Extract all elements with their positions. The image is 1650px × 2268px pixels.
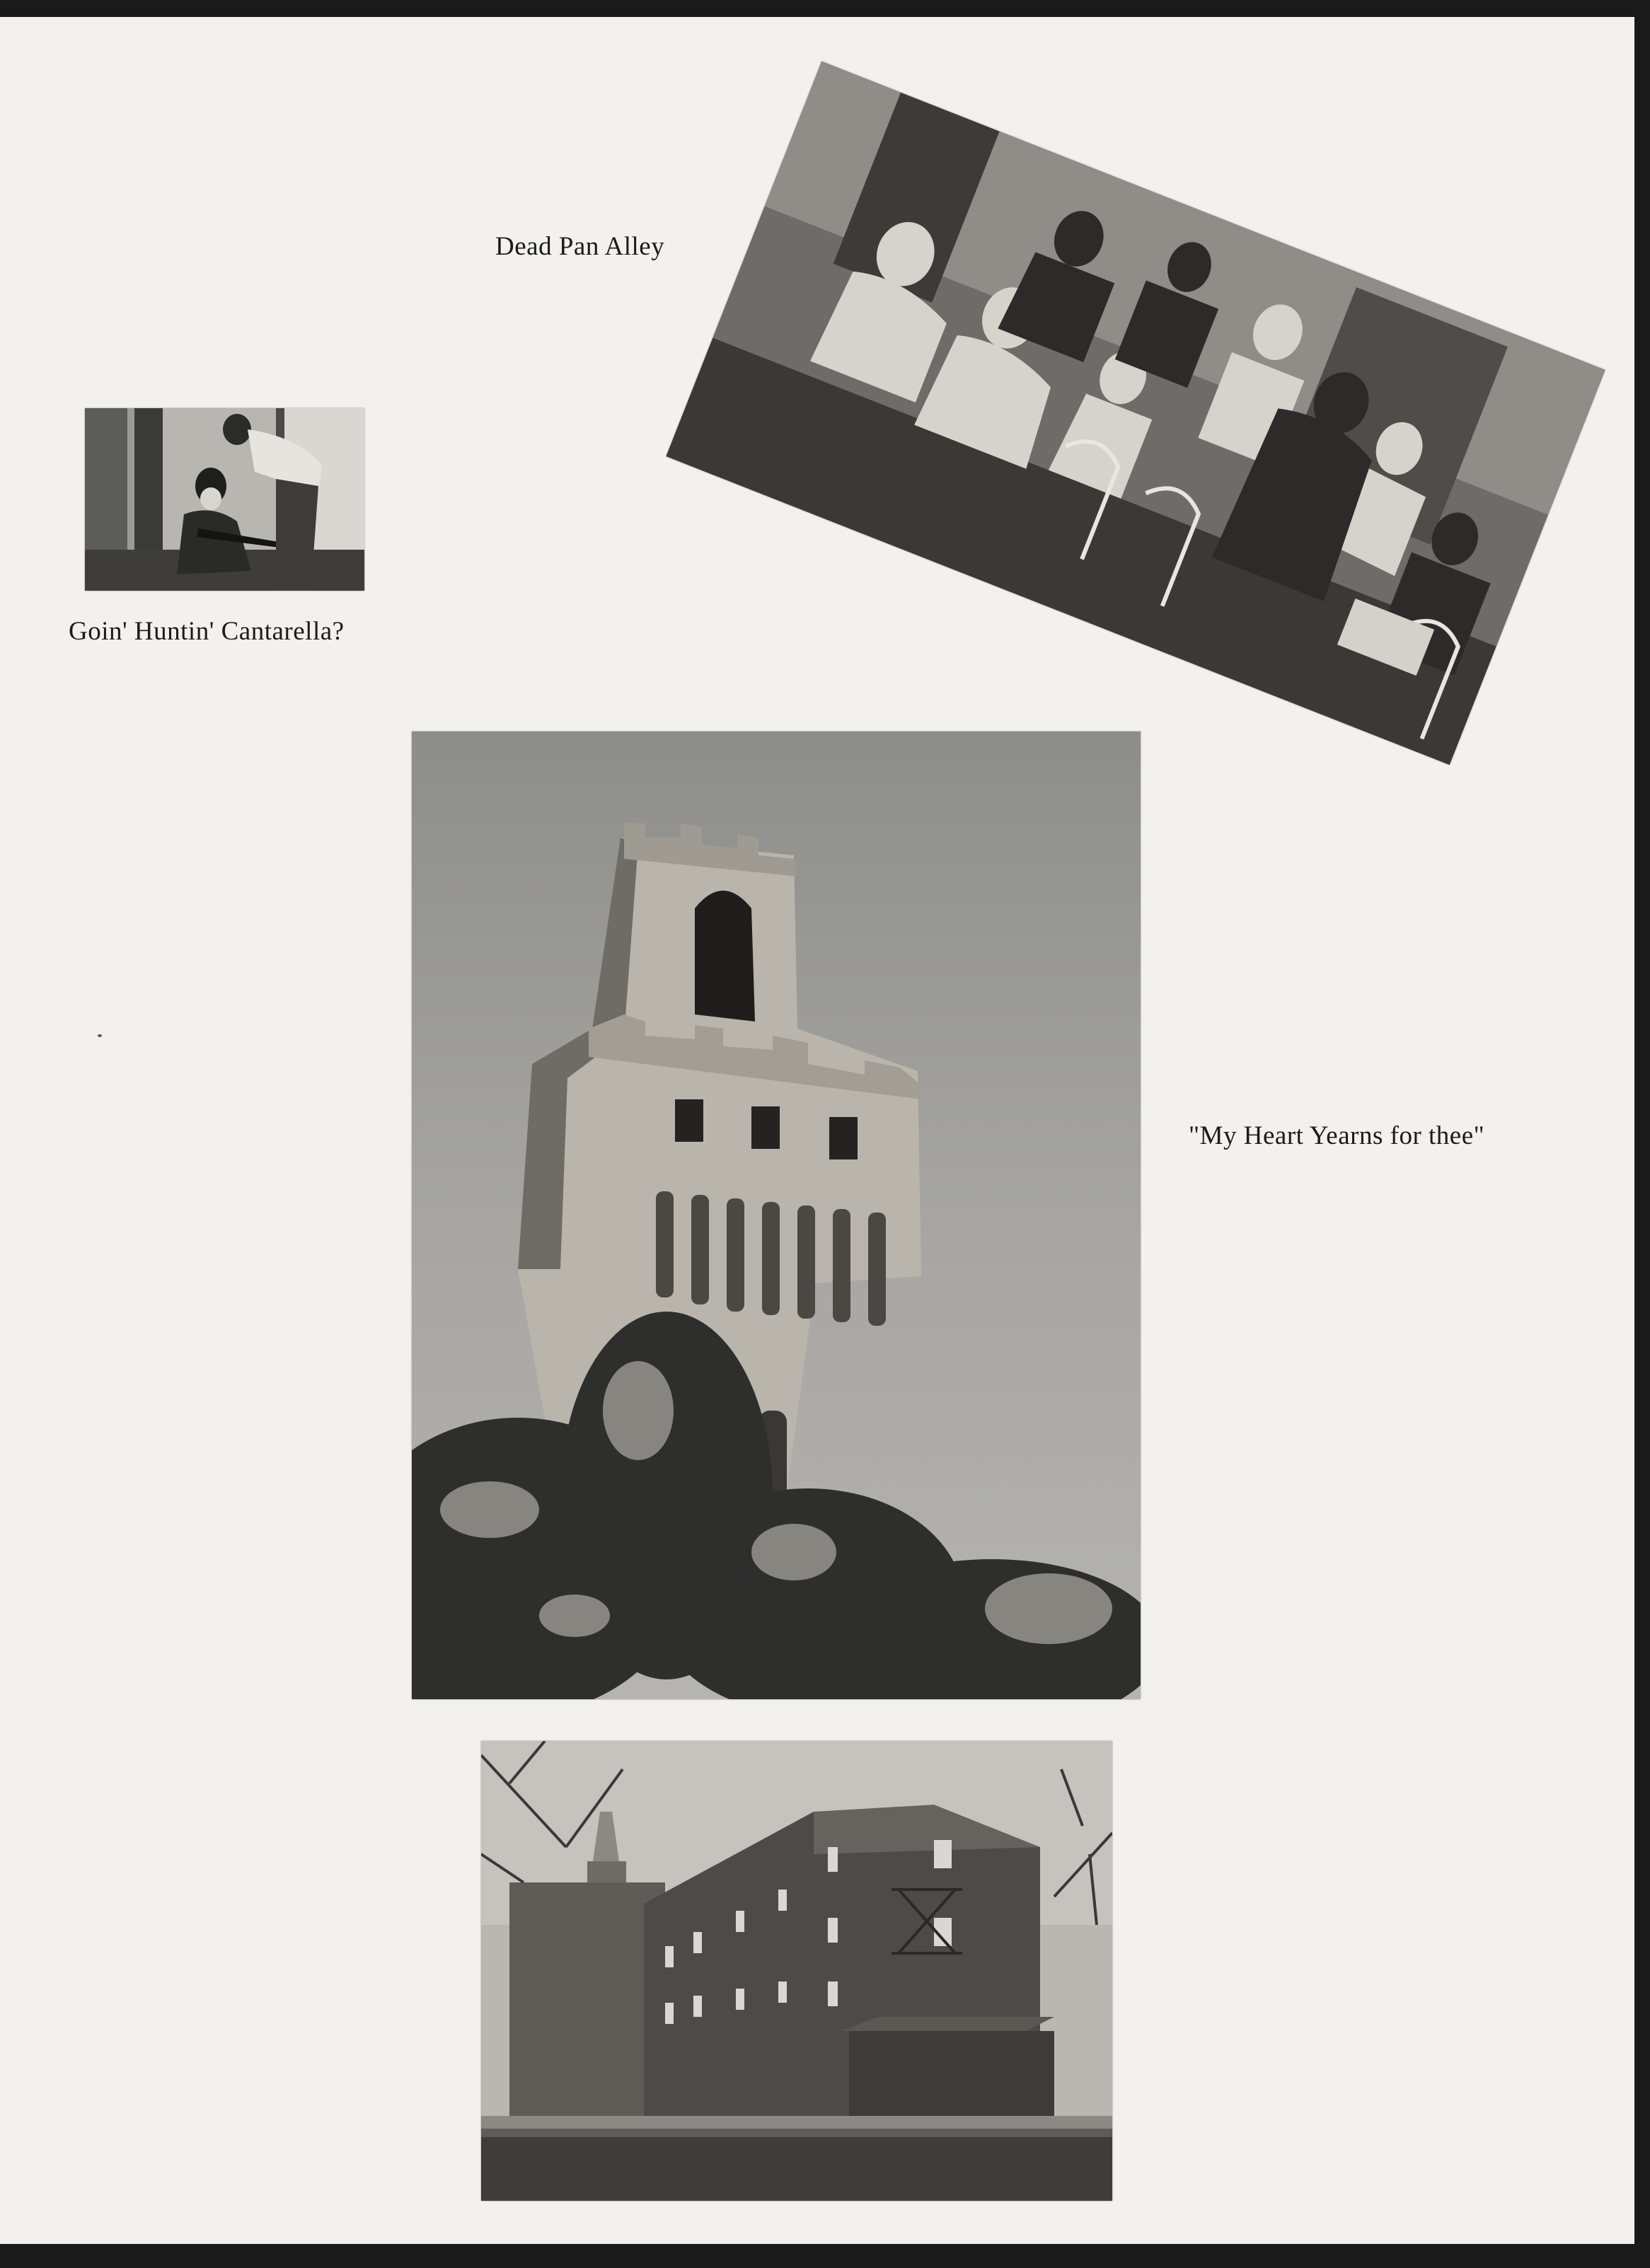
page-speck [98,1034,102,1037]
caption-dead-pan-alley: Dead Pan Alley [495,232,665,261]
caption-goin-huntin: Goin' Huntin' Cantarella? [69,617,345,646]
yearbook-page [0,17,1634,2244]
caption-my-heart: "My Heart Yearns for thee" [1189,1121,1485,1150]
photo-dead-pan-alley [666,62,1605,765]
photo-bell-tower [412,731,1141,1699]
photo-dormitory [481,1741,1112,2201]
photo-goin-huntin [85,408,364,591]
